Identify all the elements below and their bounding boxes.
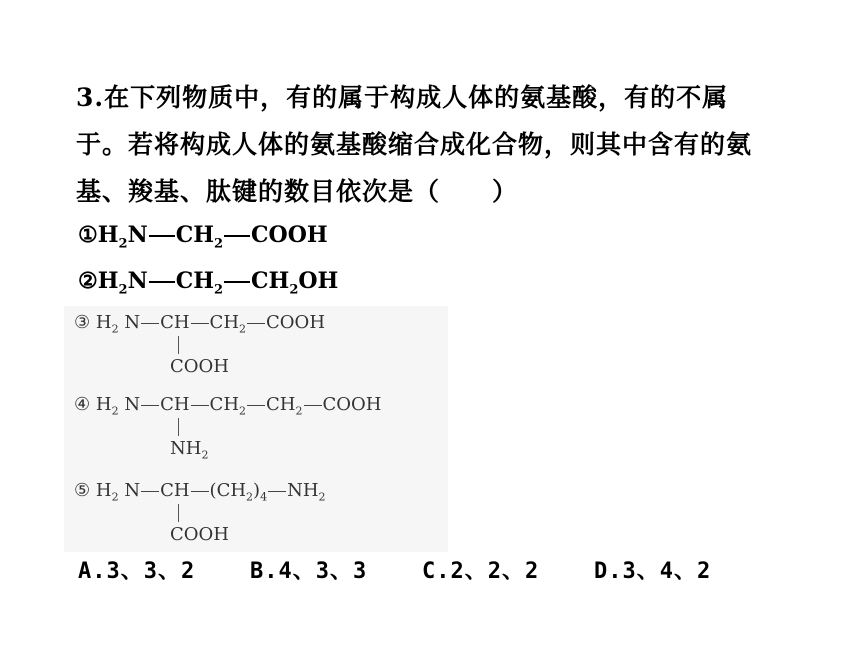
question-line-1: 3.在下列物质中，有的属于构成人体的氨基酸，有的不属 bbox=[76, 83, 729, 112]
compound-number: ⑤ bbox=[74, 480, 91, 501]
answer-c[interactable]: C.2、2、2 bbox=[422, 559, 540, 584]
answer-b[interactable]: B.4、3、3 bbox=[250, 559, 368, 584]
structure-4-main bbox=[74, 394, 382, 418]
subscript: 2 bbox=[318, 490, 326, 504]
answer-d[interactable]: D.3、4、2 bbox=[594, 559, 712, 584]
atom: H bbox=[95, 312, 112, 333]
group: NH bbox=[170, 438, 202, 459]
answer-a[interactable]: A.3、3、2 bbox=[78, 559, 196, 584]
atom: N bbox=[127, 268, 148, 294]
atom: N bbox=[124, 480, 141, 501]
subscript: 2 bbox=[213, 236, 224, 252]
atom: H bbox=[97, 268, 119, 294]
group: CH bbox=[160, 312, 190, 333]
bond-line bbox=[149, 235, 175, 237]
question-text bbox=[76, 74, 776, 215]
structure-3-branch: COOH bbox=[170, 356, 229, 377]
subscript: 2 bbox=[246, 490, 254, 504]
group: COOH bbox=[322, 394, 382, 415]
bond-line bbox=[191, 323, 209, 324]
group: CH bbox=[251, 268, 290, 294]
compound-2 bbox=[78, 268, 338, 297]
group: CH bbox=[266, 394, 296, 415]
subscript: 2 bbox=[239, 322, 247, 336]
bond-line bbox=[224, 235, 250, 237]
subscript: 4 bbox=[260, 490, 268, 504]
atom: H bbox=[95, 480, 112, 501]
bond-line bbox=[247, 323, 265, 324]
compound-number: ① bbox=[78, 222, 98, 248]
structure-3-main bbox=[74, 312, 325, 336]
atom: H bbox=[95, 394, 112, 415]
bond-line bbox=[178, 336, 179, 354]
group: CH bbox=[209, 394, 240, 415]
subscript: 2 bbox=[118, 236, 128, 252]
group: CH bbox=[175, 222, 214, 248]
group: NH bbox=[287, 480, 319, 501]
bond-line bbox=[268, 491, 286, 492]
group: ) bbox=[253, 480, 261, 501]
bond-line bbox=[141, 405, 159, 406]
group: COOH bbox=[251, 222, 328, 248]
compound-number: ④ bbox=[74, 394, 91, 415]
structure-4-branch bbox=[170, 438, 208, 462]
bond-line bbox=[141, 323, 159, 324]
bond-line bbox=[304, 405, 322, 406]
bond-line bbox=[247, 405, 265, 406]
bond-line bbox=[178, 418, 179, 436]
question-line-2: 于。若将构成人体的氨基酸缩合成化合物，则其中含有的氨 bbox=[76, 130, 753, 159]
compound-number: ② bbox=[78, 268, 98, 294]
group: (CH bbox=[209, 480, 247, 501]
bond-line bbox=[149, 281, 175, 283]
compound-number: ③ bbox=[74, 312, 91, 333]
atom: N bbox=[127, 222, 148, 248]
group: CH bbox=[160, 394, 190, 415]
answer-options bbox=[78, 554, 711, 585]
bond-line bbox=[178, 504, 179, 522]
structure-image bbox=[64, 306, 448, 552]
compound-1 bbox=[78, 222, 328, 251]
group: OH bbox=[298, 268, 339, 294]
subscript: 2 bbox=[213, 282, 224, 298]
subscript: 2 bbox=[111, 404, 119, 418]
subscript: 2 bbox=[289, 282, 299, 298]
subscript: 2 bbox=[118, 282, 128, 298]
bond-line bbox=[141, 491, 159, 492]
group: CH bbox=[175, 268, 214, 294]
structure-5-branch: COOH bbox=[170, 524, 229, 545]
subscript: 2 bbox=[111, 322, 119, 336]
atom: N bbox=[124, 312, 141, 333]
bond-line bbox=[224, 281, 250, 283]
subscript: 2 bbox=[111, 490, 119, 504]
bond-line bbox=[191, 491, 209, 492]
atom: N bbox=[124, 394, 141, 415]
structure-5-main bbox=[74, 480, 326, 504]
bond-line bbox=[191, 405, 209, 406]
subscript: 2 bbox=[295, 404, 303, 418]
subscript: 2 bbox=[201, 448, 209, 462]
group: CH bbox=[160, 480, 190, 501]
group: CH bbox=[209, 312, 240, 333]
subscript: 2 bbox=[239, 404, 247, 418]
atom: H bbox=[97, 222, 119, 248]
group: COOH bbox=[266, 312, 326, 333]
question-line-3: 基、羧基、肽键的数目依次是（ ） bbox=[76, 177, 519, 206]
